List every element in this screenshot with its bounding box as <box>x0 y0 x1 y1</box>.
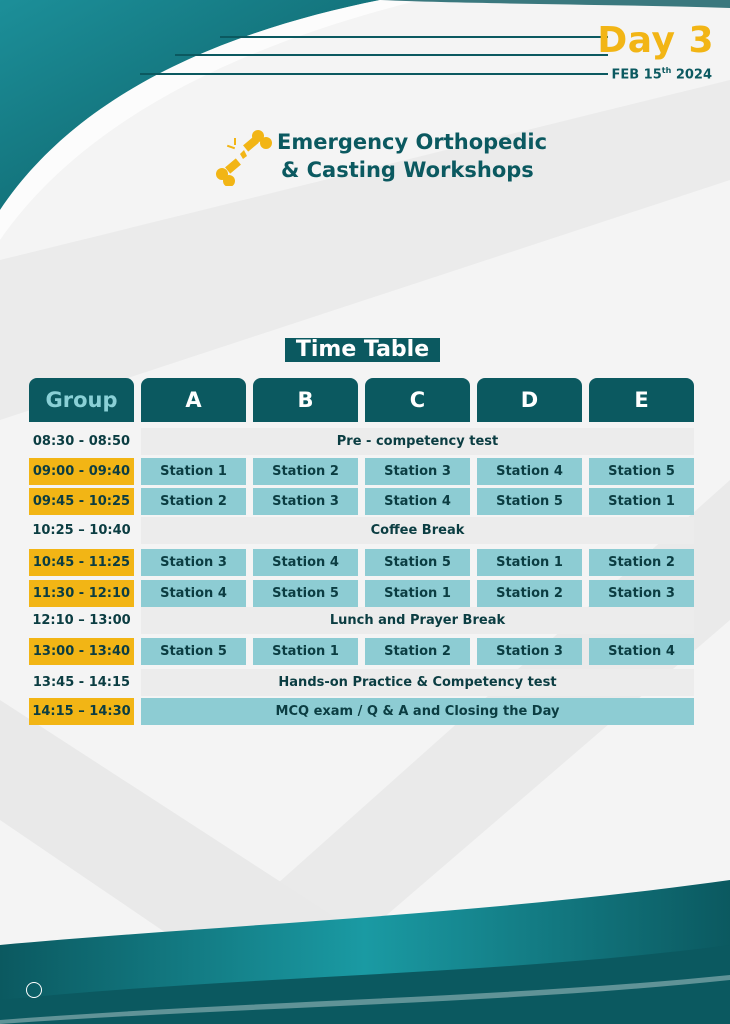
station-cell: Station 3 <box>141 549 246 576</box>
station-cell: Station 1 <box>477 549 582 576</box>
timetable-heading: Time Table <box>285 338 440 362</box>
day-label: Day 3 <box>597 20 714 61</box>
station-cell: Station 2 <box>477 580 582 607</box>
column-header-c: C <box>365 378 470 422</box>
station-cell: Station 3 <box>253 488 358 515</box>
time-cell: 08:30 - 08:50 <box>32 434 131 449</box>
workshop-title <box>277 128 547 184</box>
column-header-group: Group <box>29 378 134 422</box>
date-suffix: th <box>661 66 672 75</box>
station-cell: Station 4 <box>477 458 582 485</box>
station-cell: Station 3 <box>477 638 582 665</box>
station-cell: Station 3 <box>589 580 694 607</box>
station-cell: Station 1 <box>365 580 470 607</box>
station-cell: Station 5 <box>365 549 470 576</box>
station-cell: Station 5 <box>141 638 246 665</box>
time-cell: 11:30 - 12:10 <box>29 580 134 607</box>
station-cell: Station 4 <box>589 638 694 665</box>
time-cell: 10:45 - 11:25 <box>29 549 134 576</box>
station-cell: Station 2 <box>365 638 470 665</box>
activity-cell: MCQ exam / Q & A and Closing the Day <box>141 698 694 725</box>
station-cell: Station 2 <box>141 488 246 515</box>
station-cell: Station 5 <box>477 488 582 515</box>
station-cell: Station 5 <box>253 580 358 607</box>
time-cell: 09:00 - 09:40 <box>29 458 134 485</box>
title-line-1: Emergency Orthopedic <box>277 130 548 154</box>
station-cell: Station 1 <box>589 488 694 515</box>
station-cell: Station 4 <box>253 549 358 576</box>
station-cell: Station 2 <box>253 458 358 485</box>
time-cell: 14:15 – 14:30 <box>29 698 134 725</box>
activity-cell: Hands-on Practice & Competency test <box>141 669 694 696</box>
time-cell: 10:25 – 10:40 <box>32 523 131 538</box>
activity-cell: Coffee Break <box>141 517 694 544</box>
title-line-2: & Casting Workshops <box>281 158 534 182</box>
column-header-e: E <box>589 378 694 422</box>
time-cell: 13:00 - 13:40 <box>29 638 134 665</box>
bone-icon <box>214 126 274 186</box>
column-header-b: B <box>253 378 358 422</box>
footer-logo <box>26 982 42 998</box>
time-cell: 12:10 – 13:00 <box>32 613 131 628</box>
activity-cell: Pre - competency test <box>141 428 694 455</box>
column-header-d: D <box>477 378 582 422</box>
time-cell: 09:45 - 10:25 <box>29 488 134 515</box>
station-cell: Station 1 <box>141 458 246 485</box>
station-cell: Station 4 <box>141 580 246 607</box>
column-header-a: A <box>141 378 246 422</box>
date-year: 2024 <box>675 67 712 83</box>
time-cell: 13:45 - 14:15 <box>32 675 131 690</box>
emblem-icon <box>26 982 42 998</box>
station-cell: Station 5 <box>589 458 694 485</box>
date-prefix: FEB 15 <box>611 67 662 83</box>
activity-cell: Lunch and Prayer Break <box>141 607 694 634</box>
station-cell: Station 4 <box>365 488 470 515</box>
station-cell: Station 2 <box>589 549 694 576</box>
date-label <box>611 66 712 82</box>
station-cell: Station 3 <box>365 458 470 485</box>
station-cell: Station 1 <box>253 638 358 665</box>
